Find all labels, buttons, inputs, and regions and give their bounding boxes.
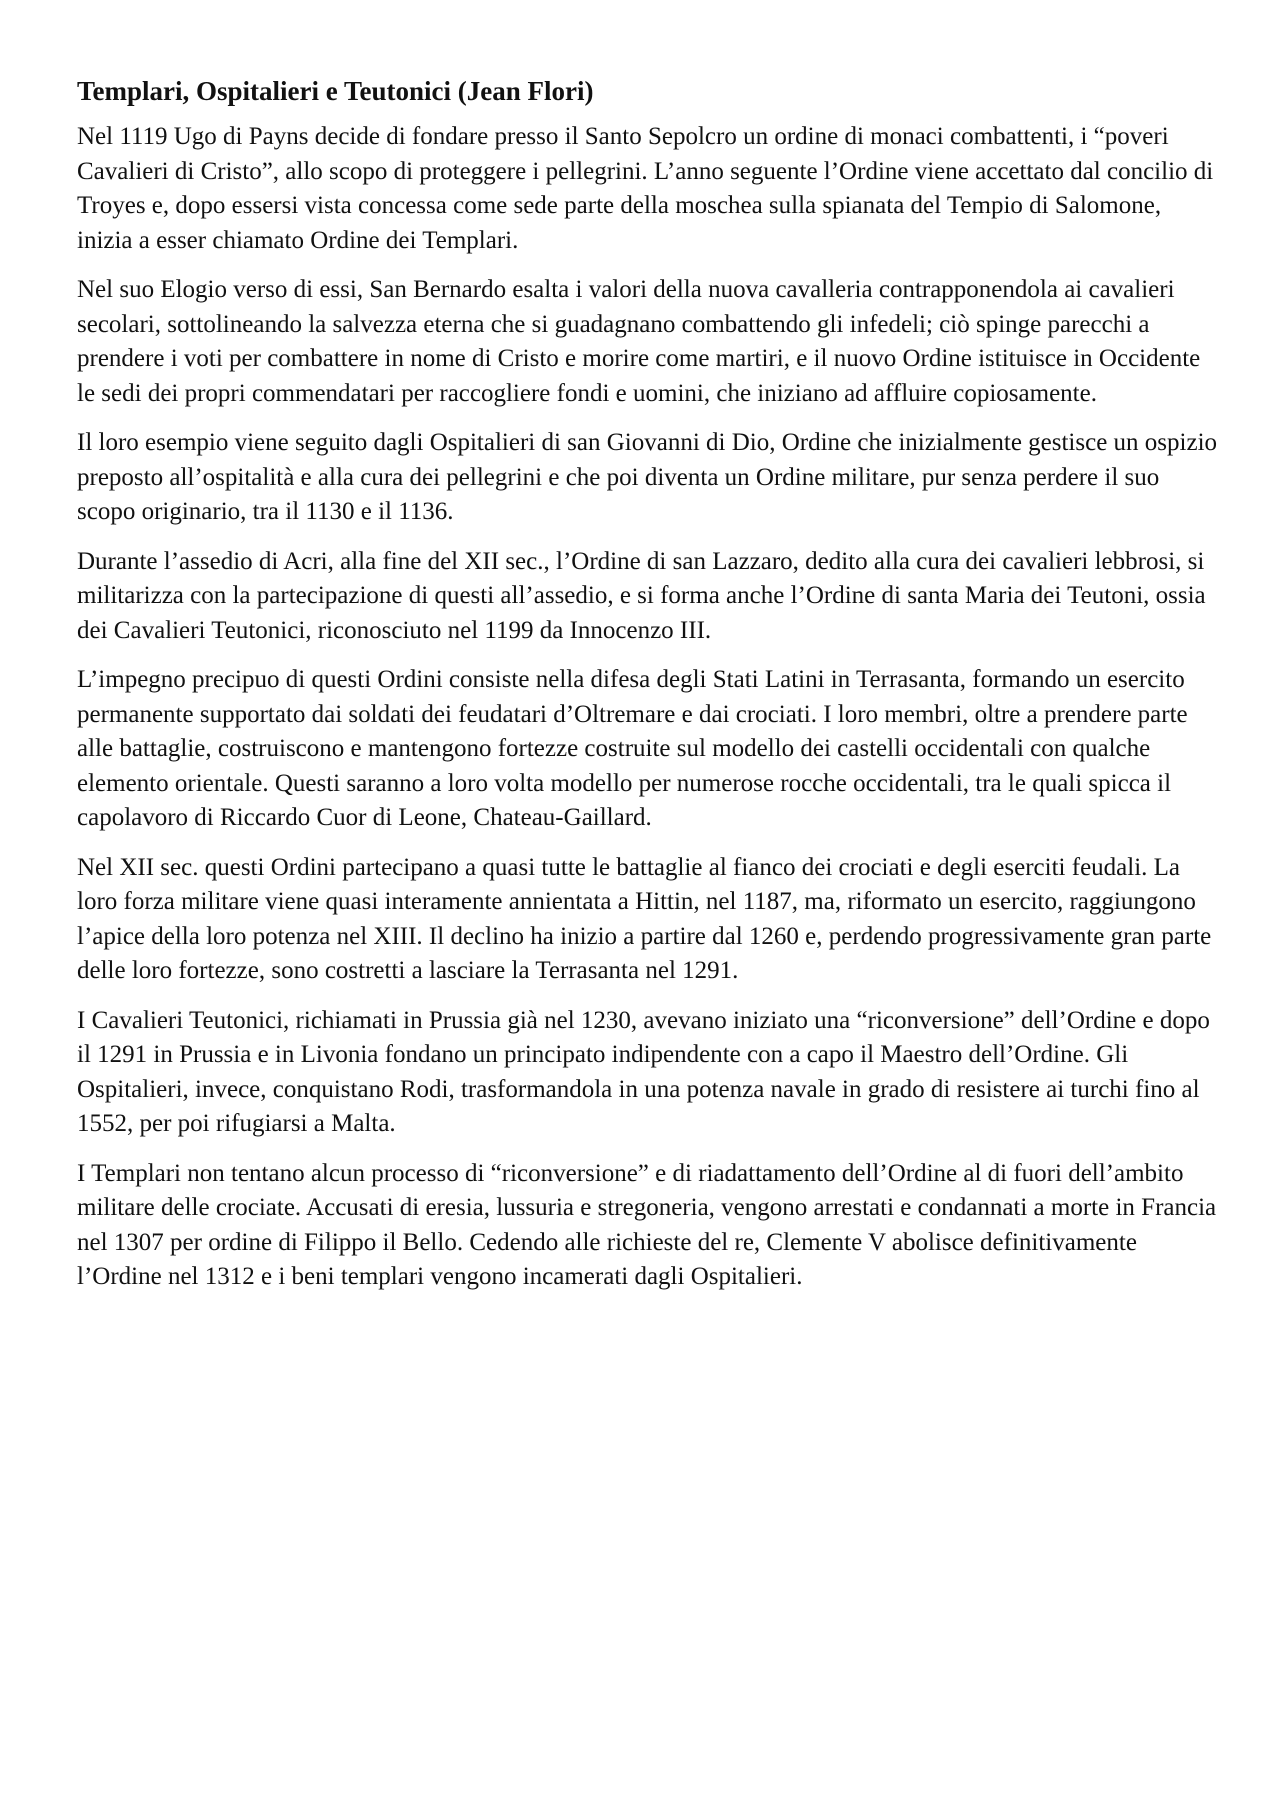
- paragraph: Il loro esempio viene seguito dagli Ospitalieri di san Giovanni di Dio, Ordine che inizialmente gestisce un ospizio preposto all’ospitalità e alla cura dei pellegrini e che poi diventa un Ordine militare, pur senza perdere il suo scopo originario, tra il 1130 e il 1136.: [77, 429, 1218, 525]
- document-title: Templari, Ospitalieri e Teutonici (Jean Flori): [77, 76, 594, 106]
- paragraph: I Templari non tentano alcun processo di “riconversione” e di riadattamento dell’Ordine al di fuori dell’ambito militare delle crociate. Accusati di eresia, lussuria e stregoneria, vengono arrestati e condannati a morte in Francia nel 1307 per ordine di Filippo il Bello. Cedendo alle richieste del re, Clemente V abolisce definitivamente l’Ordine nel 1312 e i beni templari vengono incamerati dagli Ospitalieri.: [77, 1159, 1217, 1290]
- paragraph: I Cavalieri Teutonici, richiamati in Prussia già nel 1230, avevano iniziato una “riconversione” dell’Ordine e dopo il 1291 in Prussia e in Livonia fondano un principato indipendente con a capo il Maestro dell’Ordine. Gli Ospitalieri, invece, conquistano Rodi, trasformandola in una potenza navale in grado di resistere ai turchi fino al 1552, per poi rifugiarsi a Malta.: [77, 1006, 1210, 1137]
- document-page: [77, 74, 1217, 1310]
- paragraph: Nel 1119 Ugo di Payns decide di fondare presso il Santo Sepolcro un ordine di monaci combattenti, i “poveri Cavalieri di Cristo”, allo scopo di proteggere i pellegrini. L’anno seguente l’Ordine viene accettato dal concilio di Troyes e, dopo essersi vista concessa come sede parte della moschea sulla spianata del Tempio di Salomone, inizia a esser chiamato Ordine dei Templari.: [77, 123, 1214, 254]
- paragraph: Nel suo Elogio verso di essi, San Bernardo esalta i valori della nuova cavalleria contrapponendola ai cavalieri secolari, sottolineando la salvezza eterna che si guadagnano combattendo gli infedeli; ciò spinge parecchi a prendere i voti per combattere in nome di Cristo e morire come martiri, e il nuovo Ordine istituisce in Occidente le sedi dei propri commendatari per raccogliere fondi e uomini, che iniziano ad affluire copiosamente.: [77, 276, 1201, 407]
- paragraph: Durante l’assedio di Acri, alla fine del XII sec., l’Ordine di san Lazzaro, dedito alla cura dei cavalieri lebbrosi, si militarizza con la partecipazione di questi all’assedio, e si forma anche l’Ordine di santa Maria dei Teutoni, ossia dei Cavalieri Teutonici, riconosciuto nel 1199 da Innocenzo III.: [77, 547, 1206, 644]
- paragraph: L’impegno precipuo di questi Ordini consiste nella difesa degli Stati Latini in Terrasanta, formando un esercito permanente supportato dai soldati dei feudatari d’Oltremare e dai crociati. I loro membri, oltre a prendere parte alle battaglie, costruiscono e mantengono fortezze costruite sul modello dei castelli occidentali con qualche elemento orientale. Questi saranno a loro volta modello per numerose rocche occidentali, tra le quali spicca il capolavoro di Riccardo Cuor di Leone, Chateau-Gaillard.: [77, 666, 1188, 831]
- paragraph: Nel XII sec. questi Ordini partecipano a quasi tutte le battaglie al fianco dei crociati e degli eserciti feudali. La loro forza militare viene quasi interamente annientata a Hittin, nel 1187, ma, riformato un esercito, raggiungono l’apice della loro potenza nel XIII. Il declino ha inizio a partire dal 1260 e, perdendo progressivamente gran parte delle loro fortezze, sono costretti a lasciare la Terrasanta nel 1291.: [77, 853, 1212, 984]
